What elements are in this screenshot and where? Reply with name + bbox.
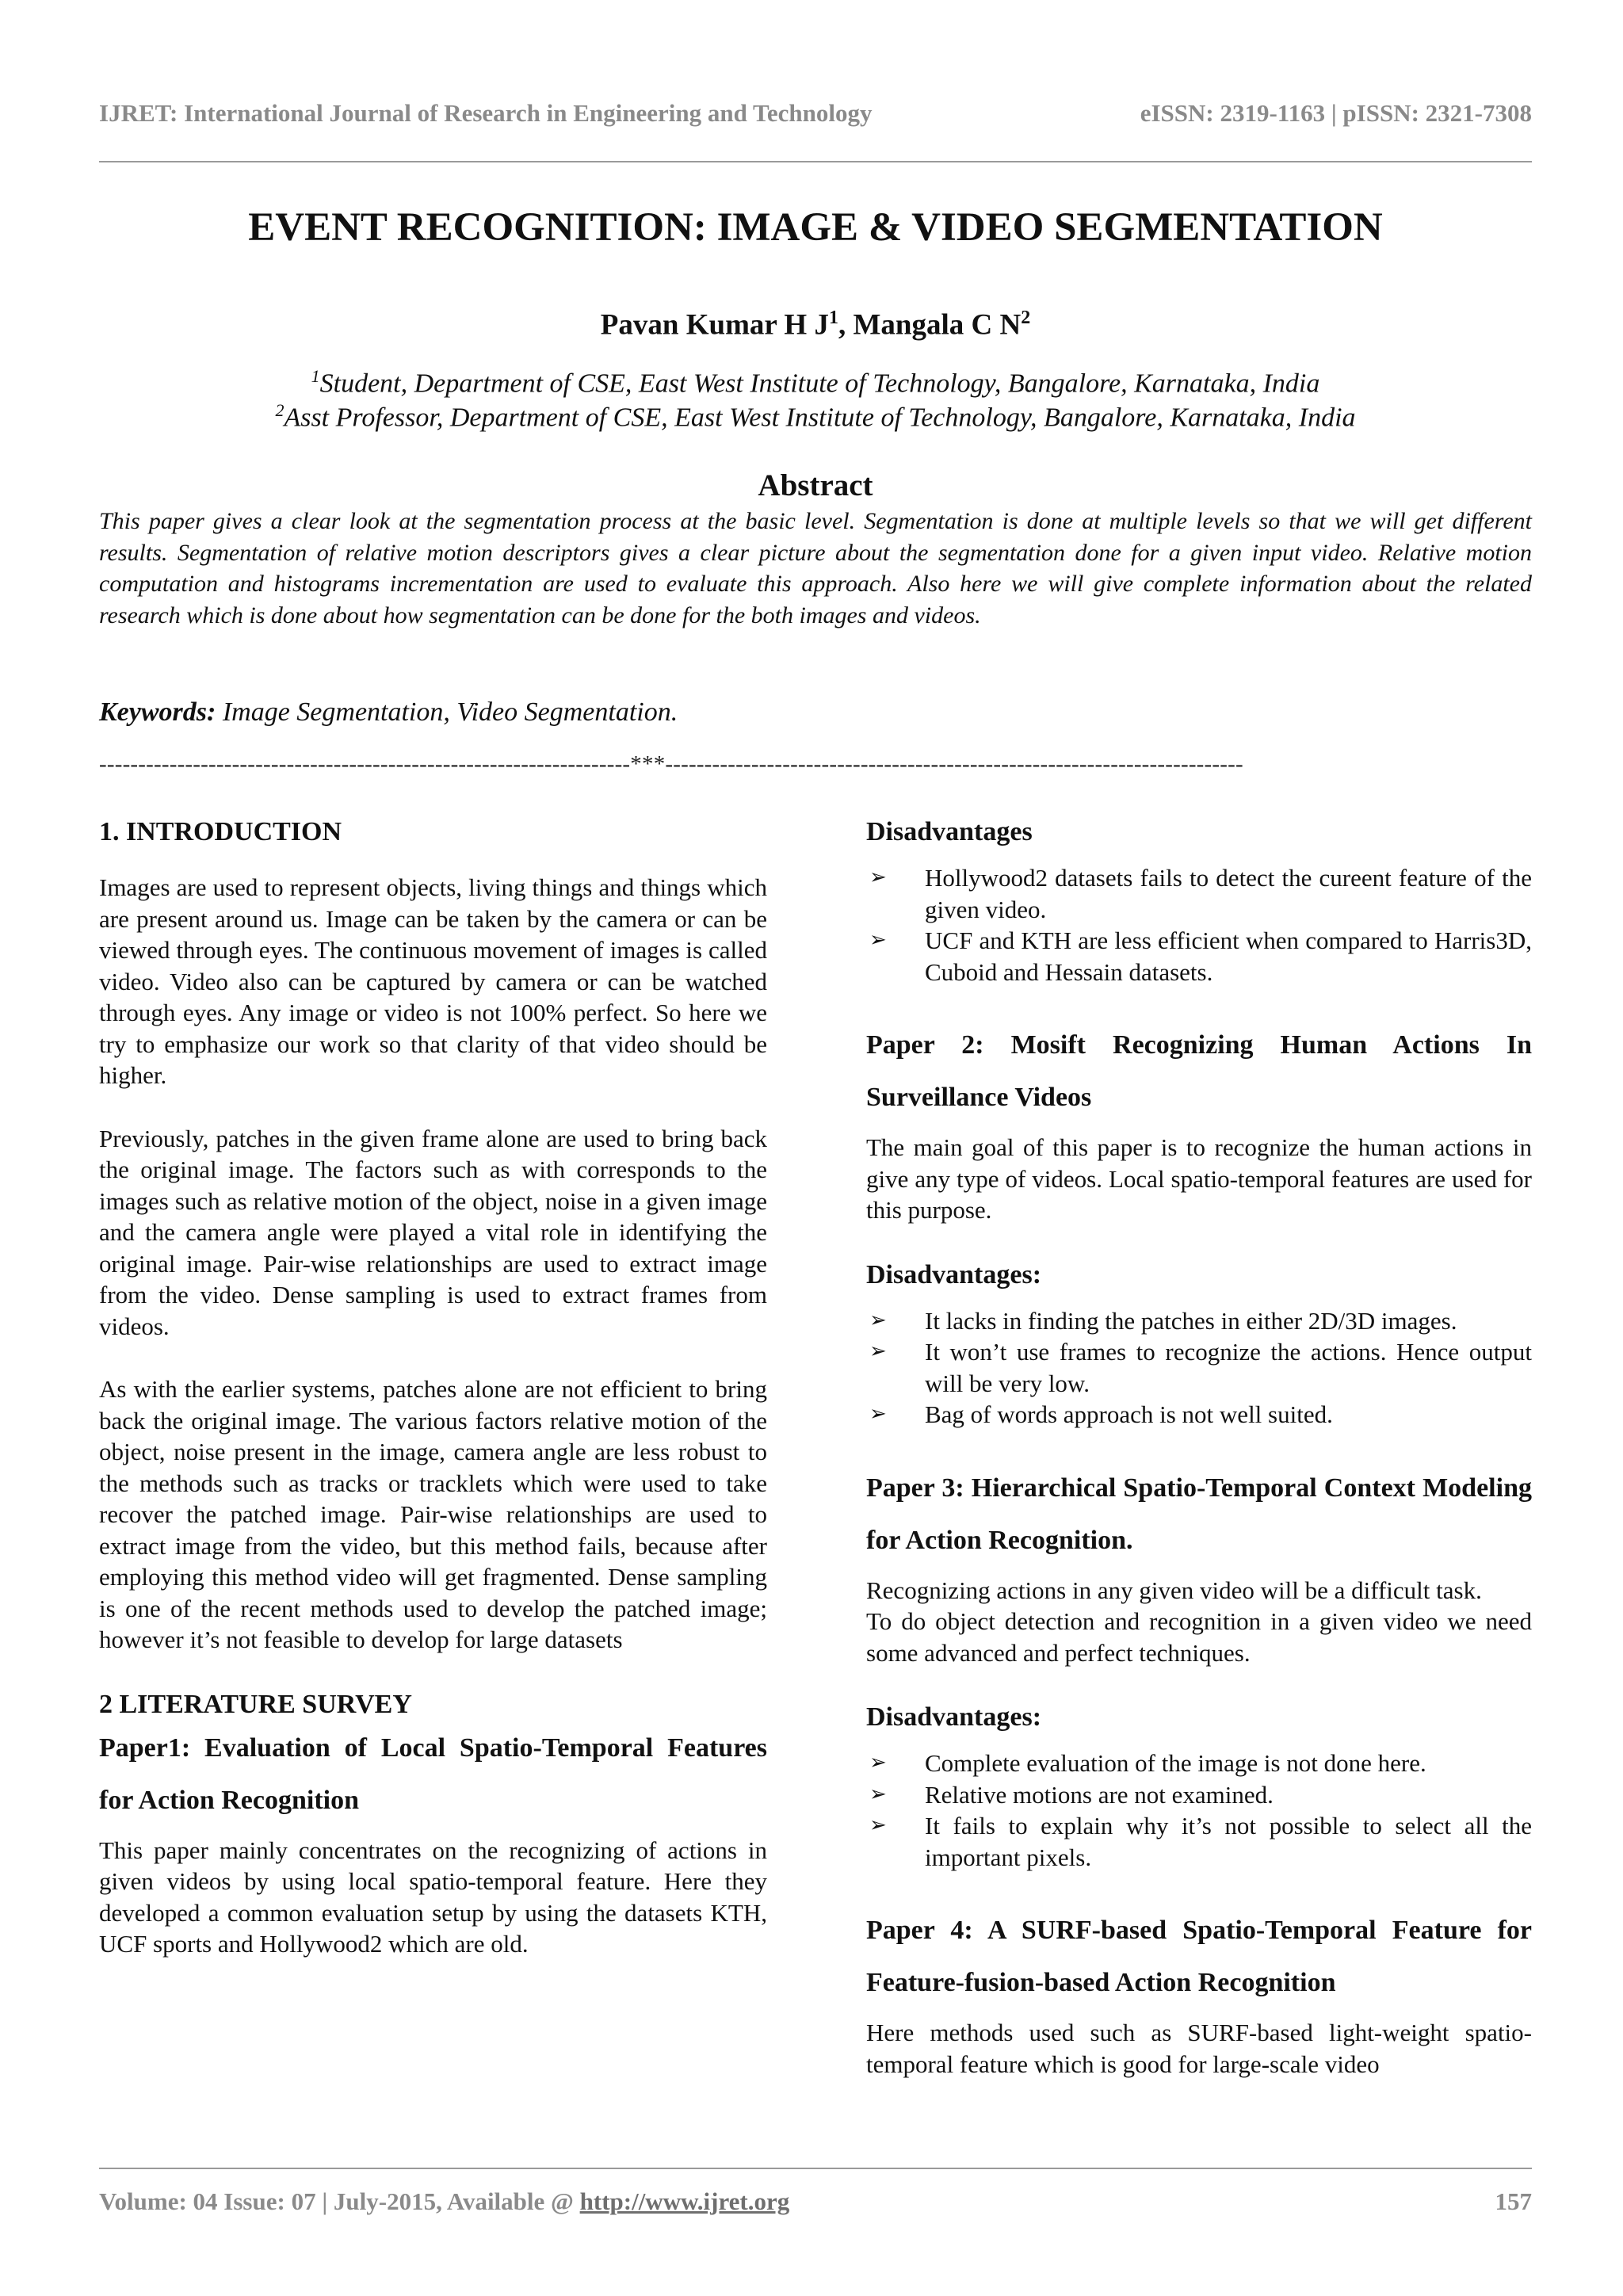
paper1-text: This paper mainly concentrates on the recognizing of actions in given videos by using local spatio-temporal feature. Here they developed a common evaluation setup by using the datasets KTH, UCF sports and Hollywood2 which are old. (99, 1836, 767, 1958)
footer-rule (99, 2168, 1532, 2169)
left-column (99, 815, 767, 1992)
right-column (866, 815, 1532, 2111)
paper3-title: Paper 3: Hierarchical Spatio-Temporal Context Modeling for Action Recognition. (866, 1473, 1532, 1555)
arrow-bullet-icon: ➢ (869, 1308, 887, 1332)
abstract-text: This paper gives a clear look at the segmentation process at the basic level. Segmentation is done at multiple levels so that we will get different results. Segmentation of relative motion descriptors gives a clear picture about the segmentation done for a given input video. Relative motion computation and histograms incrementation are used to evaluate this approach. Also here we will give complete information about the related research which is done about how segmentation can be done for the both images and videos. (99, 508, 1532, 628)
arrow-bullet-icon: ➢ (869, 1751, 887, 1775)
author-2-sup: 2 (1021, 308, 1031, 328)
paper4-text: Here methods used such as SURF-based light-weight spatio-temporal feature which is good for large-scale video (866, 2019, 1532, 2078)
arrow-bullet-icon: ➢ (869, 1813, 887, 1837)
keywords-text: Image Segmentation, Video Segmentation. (216, 697, 678, 727)
author-separator: , (838, 308, 854, 342)
disadvantages-3-heading: Disadvantages: (866, 1702, 1042, 1732)
disadvantages-2-list (866, 1305, 1532, 1431)
disadvantages-2-heading: Disadvantages: (866, 1259, 1042, 1289)
affiliation-2-text: Asst Professor, Department of CSE, East West Institute of Technology, Bangalore, Karnataka, India (284, 403, 1356, 433)
list-item: ➢ UCF and KTH are less efficient when compared to Harris3D, Cuboid and Hessain datasets. (869, 926, 1532, 986)
paper3-text-2: To do object detection and recognition in a given video we need some advanced and perfect techniques. (866, 1607, 1532, 1667)
header-rule (99, 161, 1532, 162)
keywords (99, 697, 678, 728)
literature-heading: 2 LITERATURE SURVEY (99, 1689, 412, 1719)
list-item: ➢ It fails to explain why it’s not possible to select all the important pixels. (869, 1812, 1532, 1871)
footer-volume: Volume: 04 Issue: 07 | July-2015, Available @ http://www.ijret.org (99, 2187, 790, 2215)
paper2-title: Paper 2: Mosift Recognizing Human Actions In Surveillance Videos (866, 1030, 1532, 1112)
author-1: Pavan Kumar H J (600, 308, 829, 342)
author-1-sup: 1 (828, 308, 838, 328)
page-number: 157 (1495, 2187, 1532, 2215)
running-footer (99, 2187, 1532, 2222)
disadvantages-1-list (866, 862, 1532, 988)
authors (99, 308, 1532, 342)
intro-paragraph-1: Images are used to represent objects, living things and things which are present around us. Image can be taken by the camera or can be viewed through eyes. The continuous movement of images is called video. Video also can be captured by camera or can be watched through eyes. Any image or video is not 100% perfect. So here we try to emphasize our work so that clarity of that video should be higher. (99, 873, 767, 1089)
affiliation-1 (99, 366, 1532, 399)
keywords-label: Keywords: (99, 697, 216, 727)
running-header (99, 99, 1532, 134)
journal-link[interactable]: http://www.ijret.org (579, 2187, 790, 2215)
intro-heading: 1. INTRODUCTION (99, 817, 342, 846)
arrow-bullet-icon: ➢ (869, 1782, 887, 1806)
list-item: ➢ Complete evaluation of the image is not done here. (866, 1748, 1532, 1779)
intro-paragraph-2: Previously, patches in the given frame alone are used to bring back the original image. The factors such as with corresponds to the images such as relative motion of the object, noise in a given image and the camera angle were played a vital role in identifying the original image. Pair-wise relationships are used to extract image from the video. Dense sampling is used to extract frames from videos. (99, 1124, 767, 1340)
paper1-title: Paper1: Evaluation of Local Spatio-Temporal Features for Action Recognition (99, 1733, 767, 1815)
affiliation-1-text: Student, Department of CSE, East West Institute of Technology, Bangalore, Karnataka, India (319, 369, 1320, 399)
list-item: ➢ Relative motions are not examined. (866, 1779, 1532, 1811)
affiliation-1-sup: 1 (311, 366, 320, 386)
disadvantages-3-list (866, 1748, 1532, 1873)
arrow-bullet-icon: ➢ (869, 865, 887, 889)
paper3-text-1: Recognizing actions in any given video will be a difficult task. (866, 1576, 1482, 1604)
issn: eISSN: 2319-1163 | pISSN: 2321-7308 (1140, 99, 1532, 127)
section-separator: --------------------------------------------------------------------***-------------------------------------------------------------------------- (99, 751, 1243, 777)
disadvantages-1-heading: Disadvantages (866, 817, 1033, 846)
paper-title: EVENT RECOGNITION: IMAGE & VIDEO SEGMENTATION (248, 205, 1383, 250)
affiliation-2 (99, 400, 1532, 433)
journal-name: IJRET: International Journal of Research in Engineering and Technology (99, 99, 873, 127)
list-item: ➢ It won’t use frames to recognize the actions. Hence output will be very low. (869, 1338, 1532, 1397)
affiliation-2-sup: 2 (275, 400, 285, 420)
author-2: Mangala C N (853, 308, 1022, 342)
paper2-text: The main goal of this paper is to recognize the human actions in give any type of videos. Local spatio-temporal features are used for this purpose. (866, 1133, 1532, 1224)
list-item: ➢ It lacks in finding the patches in either 2D/3D images. (866, 1305, 1532, 1337)
list-item: ➢ Bag of words approach is not well suited. (866, 1399, 1532, 1431)
arrow-bullet-icon: ➢ (869, 1402, 887, 1426)
intro-paragraph-3: As with the earlier systems, patches alone are not efficient to bring back the original image. The various factors relative motion of the object, noise present in the image, camera angle are less robust to the methods such as tracks or tracklets which were used to take recover the patched image. Pair-wise relationships are used to extract image from the video, but this method fails, because after employing this method video will get fragmented. Dense sampling is one of the recent methods used to develop the patched image; however it’s not feasible to develop for large datasets (99, 1375, 767, 1653)
paper4-title: Paper 4: A SURF-based Spatio-Temporal Feature for Feature-fusion-based Action Recognition (866, 1916, 1532, 1997)
list-item: ➢ Hollywood2 datasets fails to detect the cureent feature of the given video. (869, 864, 1532, 923)
arrow-bullet-icon: ➢ (869, 928, 887, 952)
arrow-bullet-icon: ➢ (869, 1339, 887, 1363)
abstract-heading: Abstract (758, 468, 873, 502)
